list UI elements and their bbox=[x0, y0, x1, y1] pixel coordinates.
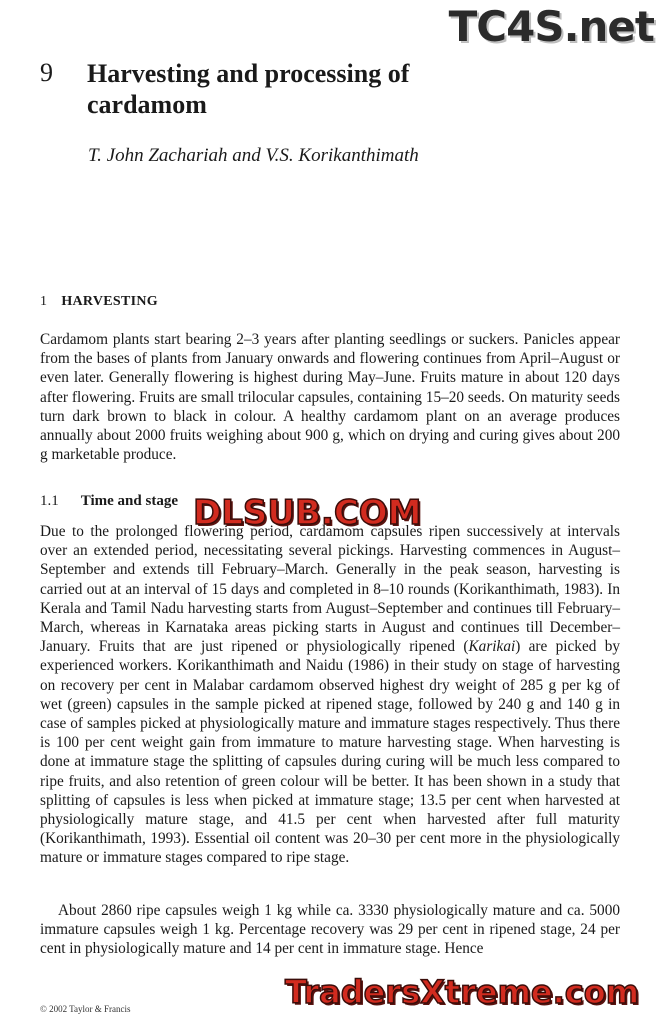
section-heading bbox=[40, 294, 158, 310]
subsection-heading bbox=[40, 493, 178, 510]
watermark-bottom: TradersXtreme.com bbox=[285, 973, 640, 1011]
paragraph-text-part1: Due to the prolonged flowering period, cardamom capsules ripen successively at intervals over an extended period, necessitating several pickings. Harvesting commences in August–September and extends till February–March. Generally in the peak season, harvesting is carried out at an interval of 15 days and completed in 8–10 rounds (Korikanthimath, 1983). In Kerala and Tamil Nadu harvesting starts from August–September and continues till February–March, whereas in Karnataka areas picking starts in August and continues till December–January. Fruits that are just ripened or physiologically ripened ( bbox=[40, 523, 620, 656]
copyright-footer: © 2002 Taylor & Francis bbox=[40, 1004, 131, 1014]
chapter-number: 9 bbox=[40, 58, 53, 87]
section-paragraph: Cardamom plants start bearing 2–3 years after planting seedlings or suckers. Panicles appear from the bases of plants from January onwards and flowering continues from April–August or even later. Generally flowering is highest during May–June. Fruits mature in about 120 days after flowering. Fruits are small trilocular capsules, containing 15–20 seeds. On maturity seeds turn dark brown to black in colour. A healthy cardamom plant on an average produces annually about 2000 fruits weighing about 900 g, which on drying and curing gives about 200 g marketable produce. bbox=[40, 331, 620, 464]
watermark-top: TC4S.net bbox=[448, 2, 654, 51]
paragraph-text-part2: ) are picked by experienced workers. Korikanthimath and Naidu (1986) in their study on stage of harvesting on recovery per cent in Malabar cardamom observed highest dry weight of 285 g per kg of wet (green) capsules in the sample picked at ripened stage, followed by 240 g and 140 g in case of samples picked at physiologically mature and immature stages respectively. Thus there is 100 per cent weight gain from immature to mature harvesting stage. When harvesting is done at immature stage the splitting of capsules during curing will be much less compared to ripe fruits, and also retention of green colour will be better. It has been shown in a study that splitting of capsules is less when picked at immature stage; 13.5 per cent when harvested at physiologically mature stage, and 41.5 per cent when harvested after full maturity (Korikanthimath, 1993). Essential oil content was 20–30 per cent more in the physiologically mature or immature stages compared to ripe stage. bbox=[40, 638, 620, 867]
subsection-paragraph-2: About 2860 ripe capsules weigh 1 kg while ca. 3330 physiologically mature and ca. 5000 immature capsules weigh 1 kg. Percentage recovery was 29 per cent in ripened stage, 24 per cent in physiologically mature and 14 per cent in immature stage. Hence bbox=[40, 902, 620, 958]
subsection-label: Time and stage bbox=[80, 493, 178, 509]
chapter-title: Harvesting and processing of cardamom bbox=[87, 59, 410, 119]
subsection-number: 1.1 bbox=[40, 493, 59, 509]
section-number: 1 bbox=[40, 294, 48, 309]
italic-term: Karikai bbox=[468, 638, 516, 656]
subsection-paragraph bbox=[40, 522, 620, 868]
section-label: HARVESTING bbox=[61, 294, 158, 309]
watermark-middle: DLSUB.COM bbox=[193, 493, 422, 533]
chapter-authors: T. John Zachariah and V.S. Korikanthimath bbox=[88, 145, 419, 166]
